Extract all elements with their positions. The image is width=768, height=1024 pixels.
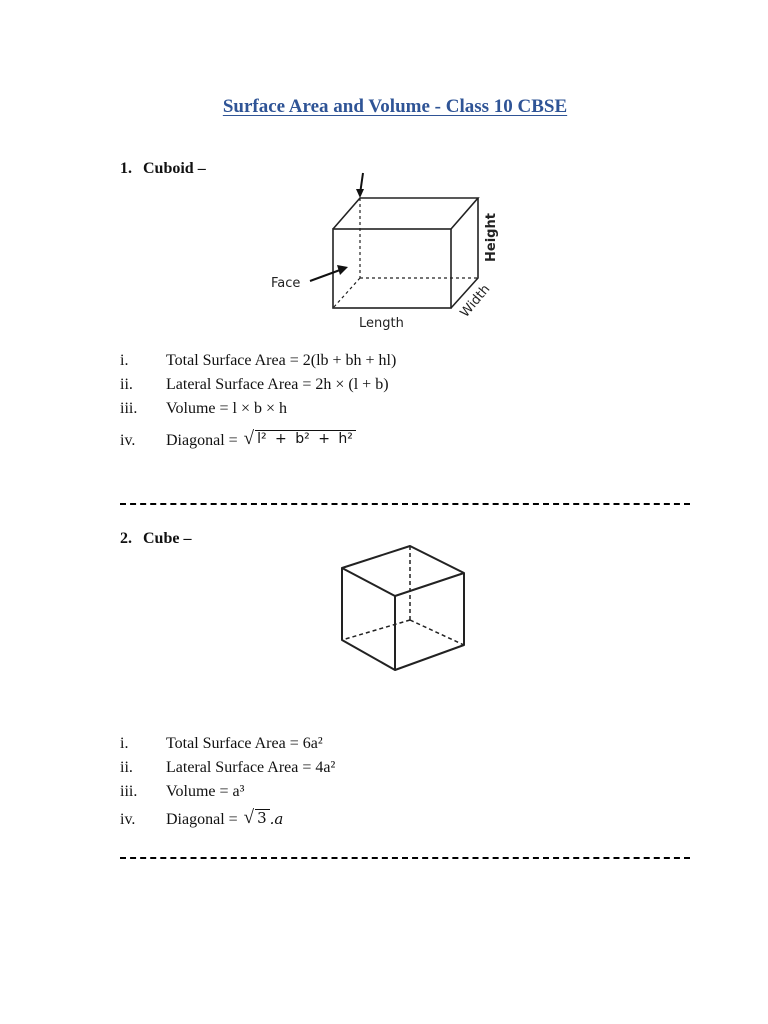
roman-numeral: i. — [120, 735, 129, 752]
roman-numeral: iii. — [120, 783, 138, 800]
sqrt-icon: √ — [243, 807, 255, 828]
arrow-face — [310, 270, 340, 281]
roman-numeral: ii. — [120, 376, 133, 393]
radicand: l² + b² + h² — [255, 430, 356, 446]
formula-text: Lateral Surface Area = 2h × (l + b) — [166, 376, 389, 393]
formula-text: Volume = a³ — [166, 783, 245, 800]
section-heading-cube — [120, 530, 191, 548]
formula-row — [120, 376, 389, 394]
cuboid-front-face — [333, 229, 451, 308]
formula-text: Total Surface Area = 2(lb + bh + hl) — [166, 352, 397, 369]
cube-front-face — [342, 568, 395, 670]
section-divider — [120, 503, 690, 505]
label-width: Width — [457, 281, 494, 321]
cuboid-top-face — [333, 198, 478, 229]
cube-diagram — [330, 540, 470, 675]
formula-row — [120, 735, 323, 753]
roman-numeral: iv. — [120, 432, 136, 449]
section-divider — [120, 857, 690, 859]
section-number: 2. — [120, 530, 132, 547]
formula-row — [120, 430, 356, 450]
cuboid-hidden-edge — [333, 278, 360, 308]
square-root — [244, 809, 270, 828]
cube-top-face — [342, 546, 464, 596]
section-title: Cuboid – — [143, 160, 206, 177]
formula-row — [120, 759, 335, 777]
cube-right-face — [395, 573, 464, 670]
formula-row — [120, 783, 244, 801]
cuboid-diagram — [268, 170, 508, 335]
formula-suffix: .a — [269, 810, 284, 828]
roman-numeral: iii. — [120, 400, 138, 417]
square-root — [244, 430, 356, 449]
page-title: Surface Area and Volume - Class 10 CBSE — [222, 96, 568, 117]
section-title: Cube – — [143, 530, 192, 547]
roman-numeral: i. — [120, 352, 129, 369]
radicand: 3 — [255, 809, 270, 826]
arrow-top-head — [356, 189, 364, 198]
formula-text: Volume = l × b × h — [166, 400, 287, 417]
label-face: Face — [271, 276, 301, 291]
formula-text: Diagonal = — [166, 811, 242, 828]
formula-text: Lateral Surface Area = 4a² — [166, 759, 336, 776]
section-heading-cuboid — [120, 160, 206, 178]
cube-hidden-edge — [342, 620, 410, 640]
roman-numeral: iv. — [120, 811, 136, 828]
label-height: Height — [484, 213, 499, 262]
roman-numeral: ii. — [120, 759, 133, 776]
formula-row — [120, 400, 287, 418]
formula-row — [120, 352, 396, 370]
arrow-face-head — [337, 265, 348, 275]
sqrt-icon: √ — [243, 428, 255, 449]
cube-hidden-edge — [410, 620, 464, 645]
section-number: 1. — [120, 160, 132, 177]
formula-text: Diagonal = — [166, 432, 242, 449]
formula-row — [120, 809, 283, 829]
label-length: Length — [359, 316, 404, 331]
formula-text: Total Surface Area = 6a² — [166, 735, 323, 752]
